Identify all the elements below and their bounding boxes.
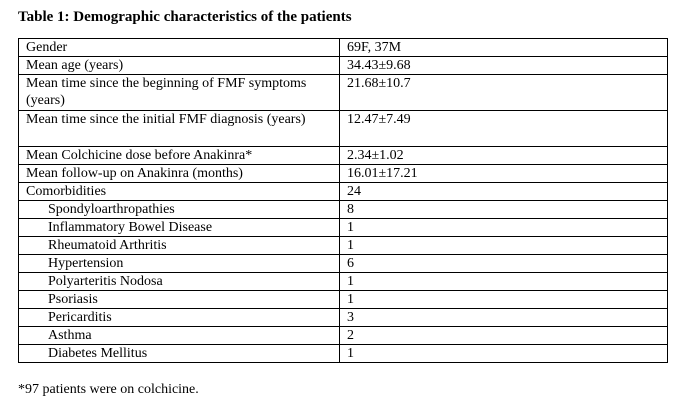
- table-row: [19, 183, 668, 201]
- row-value: 34.43±9.68: [340, 57, 668, 75]
- comorbidity-label: Rheumatoid Arthritis: [19, 237, 340, 255]
- row-value: 24: [340, 183, 668, 201]
- demographics-table: [18, 38, 668, 363]
- comorbidity-value: 3: [340, 309, 668, 327]
- comorbidity-value: 6: [340, 255, 668, 273]
- comorbidity-label: Spondyloarthropathies: [19, 201, 340, 219]
- table-row: [19, 75, 668, 111]
- comorbidity-label: Hypertension: [19, 255, 340, 273]
- row-value: 21.68±10.7: [340, 75, 668, 111]
- row-label: Mean follow-up on Anakinra (months): [19, 165, 340, 183]
- comorbidity-label: Inflammatory Bowel Disease: [19, 219, 340, 237]
- comorbidity-label: Polyarteritis Nodosa: [19, 273, 340, 291]
- comorbidity-row: [19, 345, 668, 363]
- comorbidity-row: [19, 273, 668, 291]
- table-row: [19, 165, 668, 183]
- table-footnote: *97 patients were on colchicine.: [18, 382, 199, 397]
- comorbidity-label: Asthma: [19, 327, 340, 345]
- row-label: Mean age (years): [19, 57, 340, 75]
- row-label: Gender: [19, 39, 340, 57]
- comorbidity-row: [19, 255, 668, 273]
- comorbidity-row: [19, 237, 668, 255]
- row-label: Mean Colchicine dose before Anakinra*: [19, 147, 340, 165]
- table-row: [19, 39, 668, 57]
- row-label: Mean time since the initial FMF diagnosis (years): [19, 111, 340, 147]
- comorbidity-row: [19, 219, 668, 237]
- table-row: [19, 147, 668, 165]
- table-row: [19, 111, 668, 147]
- comorbidity-label: Pericarditis: [19, 309, 340, 327]
- row-label: Mean time since the beginning of FMF symptoms (years): [19, 75, 340, 111]
- row-value: 12.47±7.49: [340, 111, 668, 147]
- comorbidity-row: [19, 201, 668, 219]
- comorbidity-value: 1: [340, 237, 668, 255]
- comorbidity-label: Diabetes Mellitus: [19, 345, 340, 363]
- comorbidity-value: 1: [340, 273, 668, 291]
- row-value: 2.34±1.02: [340, 147, 668, 165]
- comorbidity-value: 2: [340, 327, 668, 345]
- comorbidity-value: 1: [340, 219, 668, 237]
- row-value: 16.01±17.21: [340, 165, 668, 183]
- comorbidity-row: [19, 309, 668, 327]
- comorbidity-value: 1: [340, 291, 668, 309]
- table-row: [19, 57, 668, 75]
- row-value: 69F, 37M: [340, 39, 668, 57]
- comorbidity-row: [19, 291, 668, 309]
- comorbidity-row: [19, 327, 668, 345]
- comorbidity-value: 1: [340, 345, 668, 363]
- comorbidity-label: Psoriasis: [19, 291, 340, 309]
- row-label: Comorbidities: [19, 183, 340, 201]
- comorbidity-value: 8: [340, 201, 668, 219]
- table-title: Table 1: Demographic characteristics of the patients: [18, 9, 352, 25]
